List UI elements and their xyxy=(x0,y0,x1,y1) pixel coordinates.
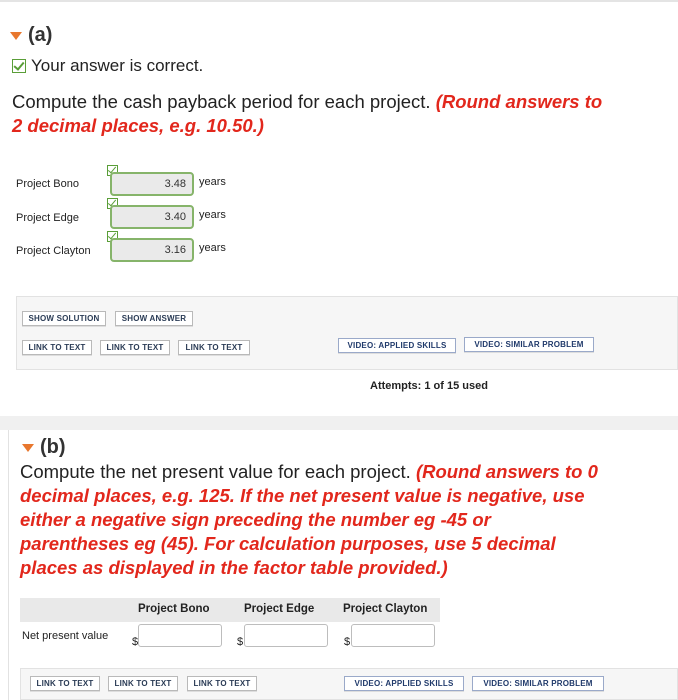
answer-input-clayton[interactable]: 3.16 xyxy=(110,238,194,262)
row-label-edge: Project Edge xyxy=(16,212,79,224)
collapse-triangle-icon[interactable] xyxy=(22,444,34,452)
part-a-hint-1: (Round answers to xyxy=(435,91,603,112)
part-b-question-text: Compute the net present value for each project. xyxy=(20,461,411,482)
part-a-heading: (a) xyxy=(28,24,53,46)
npv-row-label: Net present value xyxy=(22,630,109,642)
row-label-bono: Project Bono xyxy=(16,178,79,190)
correct-status-text: Your answer is correct. xyxy=(31,56,204,75)
npv-input-edge[interactable] xyxy=(244,624,328,647)
collapse-triangle-icon[interactable] xyxy=(10,32,22,40)
column-header-edge: Project Edge xyxy=(244,603,315,615)
video-similar-problem-button[interactable]: VIDEO: SIMILAR PROBLEM xyxy=(464,337,594,352)
correct-status xyxy=(12,56,203,76)
row-label-clayton: Project Clayton xyxy=(16,245,91,257)
part-a-header[interactable] xyxy=(10,24,52,47)
part-b-hint-1: (Round answers to 0 xyxy=(415,461,598,482)
unit-bono: years xyxy=(199,176,226,188)
part-b-heading: (b) xyxy=(40,436,66,458)
check-icon xyxy=(12,59,26,73)
unit-edge: years xyxy=(199,209,226,221)
column-header-clayton: Project Clayton xyxy=(343,603,428,615)
link-to-text-button-3[interactable]: LINK TO TEXT xyxy=(178,340,250,355)
currency-symbol: $ xyxy=(237,636,244,648)
link-to-text-button-b1[interactable]: LINK TO TEXT xyxy=(30,676,100,691)
part-b-hint-5: places as displayed in the factor table provided.) xyxy=(20,557,448,578)
link-to-text-button-b2[interactable]: LINK TO TEXT xyxy=(108,676,178,691)
part-b-question xyxy=(20,460,598,580)
attempts-counter: Attempts: 1 of 15 used xyxy=(370,380,488,392)
part-b-hint-2: decimal places, e.g. 125. If the net present value is negative, use xyxy=(20,485,585,506)
link-to-text-button-2[interactable]: LINK TO TEXT xyxy=(100,340,170,355)
part-a-question-text: Compute the cash payback period for each project. xyxy=(12,91,431,112)
currency-symbol: $ xyxy=(132,636,139,648)
video-applied-skills-button[interactable]: VIDEO: APPLIED SKILLS xyxy=(338,338,456,353)
show-answer-button[interactable]: SHOW ANSWER xyxy=(115,311,193,326)
part-a-button-panel xyxy=(16,296,678,370)
unit-clayton: years xyxy=(199,242,226,254)
video-applied-skills-button-b[interactable]: VIDEO: APPLIED SKILLS xyxy=(344,676,464,691)
answer-input-bono[interactable]: 3.48 xyxy=(110,172,194,196)
video-similar-problem-button-b[interactable]: VIDEO: SIMILAR PROBLEM xyxy=(472,676,604,691)
link-to-text-button-b3[interactable]: LINK TO TEXT xyxy=(187,676,257,691)
part-b-header[interactable] xyxy=(22,436,66,459)
part-b-hint-4: parentheses eg (45). For calculation purposes, use 5 decimal xyxy=(20,533,556,554)
part-a-question xyxy=(12,90,602,138)
currency-symbol: $ xyxy=(344,636,351,648)
part-b-hint-3: either a negative sign preceding the number eg -45 or xyxy=(20,509,491,530)
column-header-bono: Project Bono xyxy=(138,603,210,615)
answer-input-edge[interactable]: 3.40 xyxy=(110,205,194,229)
section-separator xyxy=(0,416,678,430)
part-a-hint-2: 2 decimal places, e.g. 10.50.) xyxy=(12,115,264,136)
top-divider xyxy=(0,0,678,2)
npv-input-bono[interactable] xyxy=(138,624,222,647)
link-to-text-button-1[interactable]: LINK TO TEXT xyxy=(22,340,92,355)
npv-input-clayton[interactable] xyxy=(351,624,435,647)
show-solution-button[interactable]: SHOW SOLUTION xyxy=(22,311,106,326)
